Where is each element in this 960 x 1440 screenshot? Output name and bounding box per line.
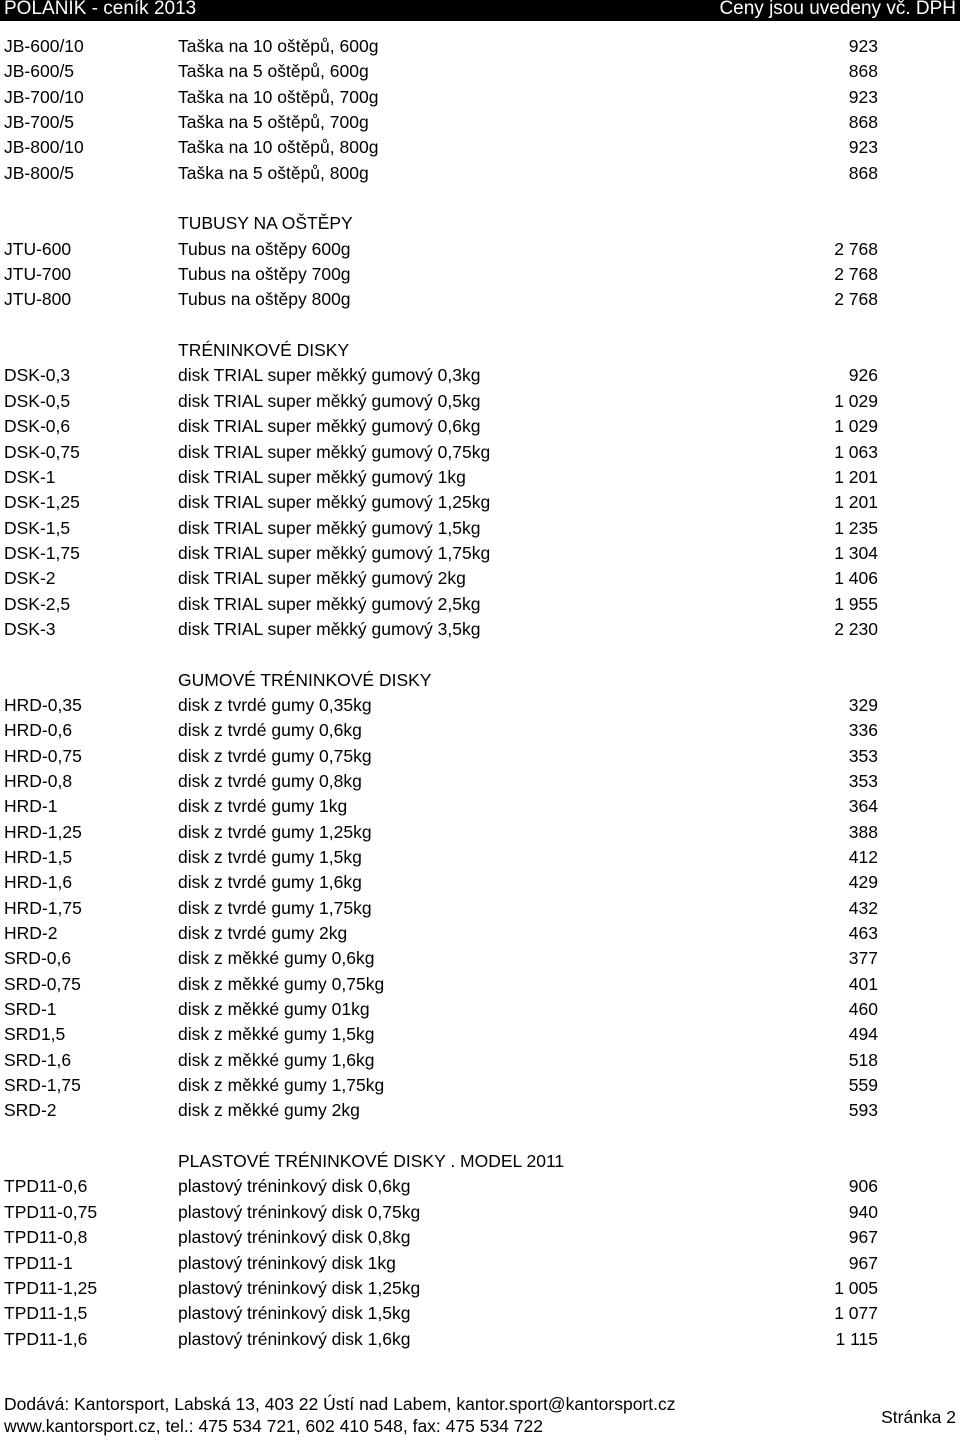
product-code: TPD11-0,75 <box>4 1201 98 1222</box>
header-price-note: Ceny jsou uvedeny vč. DPH <box>719 0 956 19</box>
section-title: PLASTOVÉ TRÉNINKOVÉ DISKY . MODEL 2011 <box>178 1151 565 1172</box>
product-price: 336 <box>848 720 878 741</box>
table-row <box>0 110 960 135</box>
product-description: disk z tvrdé gumy 0,35kg <box>178 694 372 715</box>
product-price: 2 768 <box>834 238 878 259</box>
product-description: disk TRIAL super měkký gumový 1,75kg <box>178 542 491 563</box>
table-row <box>0 794 960 819</box>
product-price: 906 <box>848 1176 878 1197</box>
table-row <box>0 617 960 642</box>
product-code: TPD11-1,25 <box>4 1277 98 1298</box>
table-row <box>0 59 960 84</box>
product-description: Taška na 10 oštěpů, 600g <box>178 36 379 56</box>
product-description: disk TRIAL super měkký gumový 1kg <box>178 466 466 487</box>
table-row <box>0 592 960 617</box>
product-price: 1 304 <box>834 542 878 563</box>
product-description: disk z tvrdé gumy 1kg <box>178 796 348 817</box>
table-row <box>0 1022 960 1047</box>
product-price: 923 <box>848 137 878 158</box>
product-description: plastový tréninkový disk 1kg <box>178 1252 396 1273</box>
table-row <box>0 1073 960 1098</box>
table-row <box>0 262 960 287</box>
section-heading <box>0 338 960 363</box>
product-price: 1 235 <box>834 517 878 538</box>
header-title: POLANIK - ceník 2013 <box>4 0 197 19</box>
product-price: 1 029 <box>834 416 878 437</box>
product-description: disk z tvrdé gumy 0,8kg <box>178 770 362 791</box>
product-price: 868 <box>848 61 878 82</box>
table-row <box>0 287 960 312</box>
product-description: disk TRIAL super měkký gumový 3,5kg <box>178 618 481 639</box>
product-price: 1 955 <box>834 593 878 614</box>
product-code: DSK-1,25 <box>4 492 80 513</box>
product-description: disk z měkké gumy 0,75kg <box>178 973 385 994</box>
table-row <box>0 490 960 515</box>
table-row <box>0 744 960 769</box>
product-code: DSK-2,5 <box>4 593 71 614</box>
product-price: 926 <box>848 365 878 386</box>
product-price: 923 <box>848 86 878 107</box>
product-code: JB-700/10 <box>4 86 84 107</box>
product-description: Taška na 5 oštěpů, 800g <box>178 162 369 183</box>
product-code: SRD-0,75 <box>4 973 81 994</box>
price-list <box>0 34 960 1352</box>
product-description: Taška na 5 oštěpů, 600g <box>178 61 369 82</box>
product-code: DSK-0,75 <box>4 441 80 462</box>
product-description: disk z tvrdé gumy 1,6kg <box>178 872 362 893</box>
table-row <box>0 1098 960 1123</box>
section-title: TRÉNINKOVÉ DISKY <box>178 340 350 361</box>
table-row <box>0 363 960 388</box>
product-code: SRD1,5 <box>4 1024 66 1045</box>
product-description: plastový tréninkový disk 1,6kg <box>178 1328 411 1349</box>
table-row <box>0 389 960 414</box>
product-price: 377 <box>848 948 878 969</box>
product-code: SRD-0,6 <box>4 948 72 969</box>
product-price: 2 230 <box>834 618 878 639</box>
product-description: disk z měkké gumy 1,75kg <box>178 1075 385 1096</box>
product-description: disk z tvrdé gumy 1,25kg <box>178 821 372 842</box>
product-code: HRD-1 <box>4 796 58 817</box>
product-code: HRD-1,6 <box>4 872 73 893</box>
supplier-contacts: www.kantorsport.cz, tel.: 475 534 721, 602 410 548, fax: 475 534 722 <box>4 1416 543 1436</box>
table-row <box>0 1251 960 1276</box>
product-code: HRD-1,5 <box>4 847 73 867</box>
table-row <box>0 946 960 971</box>
product-code: SRD-1,6 <box>4 1049 72 1070</box>
section-spacer <box>0 186 960 211</box>
table-row <box>0 516 960 541</box>
product-description: disk z měkké gumy 1,6kg <box>178 1049 375 1070</box>
product-code: TPD11-0,6 <box>4 1176 88 1197</box>
product-price: 432 <box>848 897 878 918</box>
product-code: SRD-1 <box>4 999 57 1020</box>
product-price: 593 <box>848 1100 878 1121</box>
product-description: disk z tvrdé gumy 1,75kg <box>178 897 372 918</box>
product-price: 1 201 <box>834 466 878 487</box>
product-code: JTU-600 <box>4 238 72 259</box>
table-row <box>0 85 960 110</box>
product-code: JB-800/10 <box>4 137 84 158</box>
table-row <box>0 921 960 946</box>
product-description: disk TRIAL super měkký gumový 0,6kg <box>178 416 481 437</box>
product-price: 1 077 <box>834 1303 878 1324</box>
product-description: disk z měkké gumy 01kg <box>178 999 370 1020</box>
table-row <box>0 1048 960 1073</box>
product-price: 2 768 <box>834 289 878 310</box>
supplier-info: Dodává: Kantorsport, Labská 13, 403 22 Ústí nad Labem, kantor.sport@kantorsport.cz <box>4 1394 676 1414</box>
product-description: disk TRIAL super měkký gumový 0,75kg <box>178 441 491 462</box>
section-heading <box>0 668 960 693</box>
table-row <box>0 1301 960 1326</box>
table-row <box>0 161 960 186</box>
section-spacer <box>0 642 960 667</box>
product-description: disk TRIAL super měkký gumový 0,3kg <box>178 365 481 386</box>
product-price: 463 <box>848 923 878 944</box>
product-price: 1 406 <box>834 568 878 589</box>
product-price: 923 <box>848 36 878 56</box>
product-price: 2 768 <box>834 264 878 285</box>
product-code: DSK-1,75 <box>4 542 80 563</box>
table-row <box>0 1327 960 1352</box>
product-description: Taška na 5 oštěpů, 700g <box>178 112 369 133</box>
product-price: 940 <box>848 1201 878 1222</box>
product-code: SRD-1,75 <box>4 1075 81 1096</box>
table-row <box>0 541 960 566</box>
table-row <box>0 718 960 743</box>
table-row <box>0 237 960 262</box>
table-row <box>0 440 960 465</box>
product-price: 868 <box>848 112 878 133</box>
product-price: 388 <box>848 821 878 842</box>
table-row <box>0 465 960 490</box>
product-code: DSK-1,5 <box>4 517 71 538</box>
product-description: disk TRIAL super měkký gumový 1,25kg <box>178 492 491 513</box>
product-description: disk z tvrdé gumy 1,5kg <box>178 847 362 867</box>
product-code: SRD-2 <box>4 1100 57 1121</box>
product-price: 353 <box>848 770 878 791</box>
table-row <box>0 870 960 895</box>
table-row <box>0 566 960 591</box>
product-description: Tubus na oštěpy 600g <box>178 238 351 259</box>
section-title: GUMOVÉ TRÉNINKOVÉ DISKY <box>178 669 432 690</box>
table-row <box>0 972 960 997</box>
product-code: JB-600/5 <box>4 61 75 82</box>
product-code: HRD-0,8 <box>4 770 73 791</box>
product-price: 329 <box>848 694 878 715</box>
section-heading <box>0 1149 960 1174</box>
page-number: Stránka 2 <box>881 1407 956 1427</box>
product-code: TPD11-1,5 <box>4 1303 88 1324</box>
product-description: disk z tvrdé gumy 0,6kg <box>178 720 362 741</box>
product-code: JB-800/5 <box>4 162 75 183</box>
product-description: Taška na 10 oštěpů, 800g <box>178 137 379 158</box>
product-description: plastový tréninkový disk 1,5kg <box>178 1303 411 1324</box>
product-description: disk z měkké gumy 0,6kg <box>178 948 375 969</box>
product-code: DSK-1 <box>4 466 56 487</box>
product-description: plastový tréninkový disk 0,8kg <box>178 1227 411 1248</box>
table-row <box>0 414 960 439</box>
product-description: disk TRIAL super měkký gumový 2,5kg <box>178 593 481 614</box>
table-row <box>0 1174 960 1199</box>
product-code: HRD-0,75 <box>4 745 82 766</box>
table-row <box>0 1200 960 1225</box>
product-description: disk z tvrdé gumy 2kg <box>178 923 348 944</box>
section-heading <box>0 211 960 236</box>
product-code: HRD-0,35 <box>4 694 82 715</box>
table-row <box>0 693 960 718</box>
product-description: plastový tréninkový disk 0,6kg <box>178 1176 411 1197</box>
product-description: disk TRIAL super měkký gumový 2kg <box>178 568 466 589</box>
table-row <box>0 1225 960 1250</box>
product-price: 1 201 <box>834 492 878 513</box>
product-price: 1 063 <box>834 441 878 462</box>
product-price: 1 115 <box>835 1328 878 1349</box>
product-description: disk TRIAL super měkký gumový 1,5kg <box>178 517 481 538</box>
product-description: disk TRIAL super měkký gumový 0,5kg <box>178 390 481 411</box>
table-row <box>0 845 960 870</box>
product-price: 1 029 <box>834 390 878 411</box>
product-code: JTU-800 <box>4 289 72 310</box>
product-price: 401 <box>848 973 878 994</box>
product-price: 1 005 <box>834 1277 878 1298</box>
product-code: HRD-2 <box>4 923 58 944</box>
product-description: Tubus na oštěpy 700g <box>178 264 351 285</box>
product-code: HRD-1,75 <box>4 897 82 918</box>
product-price: 494 <box>848 1024 878 1045</box>
table-row <box>0 34 960 59</box>
product-price: 868 <box>848 162 878 183</box>
product-price: 559 <box>848 1075 878 1096</box>
table-row <box>0 896 960 921</box>
section-title: TUBUSY NA OŠTĚPY <box>178 213 353 234</box>
product-description: Taška na 10 oštěpů, 700g <box>178 86 379 107</box>
product-description: plastový tréninkový disk 0,75kg <box>178 1201 421 1222</box>
product-code: TPD11-0,8 <box>4 1227 88 1248</box>
product-price: 353 <box>848 745 878 766</box>
table-row <box>0 820 960 845</box>
product-code: TPD11-1 <box>4 1252 73 1273</box>
product-code: TPD11-1,6 <box>4 1328 88 1349</box>
product-price: 518 <box>848 1049 878 1070</box>
section-spacer <box>0 1124 960 1149</box>
product-description: Tubus na oštěpy 800g <box>178 289 351 310</box>
product-code: DSK-3 <box>4 618 56 639</box>
product-price: 967 <box>848 1227 878 1248</box>
product-code: DSK-0,5 <box>4 390 71 411</box>
page-header <box>0 0 960 21</box>
product-code: DSK-2 <box>4 568 56 589</box>
product-description: disk z měkké gumy 1,5kg <box>178 1024 375 1045</box>
table-row <box>0 769 960 794</box>
product-price: 460 <box>848 999 878 1020</box>
product-code: HRD-0,6 <box>4 720 73 741</box>
product-price: 967 <box>848 1252 878 1273</box>
product-description: plastový tréninkový disk 1,25kg <box>178 1277 421 1298</box>
product-code: JB-600/10 <box>4 36 84 56</box>
product-description: disk z tvrdé gumy 0,75kg <box>178 745 372 766</box>
product-code: JTU-700 <box>4 264 72 285</box>
section-spacer <box>0 313 960 338</box>
product-price: 429 <box>848 872 878 893</box>
product-code: DSK-0,3 <box>4 365 71 386</box>
product-code: DSK-0,6 <box>4 416 71 437</box>
page-footer <box>0 1394 960 1440</box>
table-row <box>0 1276 960 1301</box>
table-row <box>0 135 960 160</box>
product-code: HRD-1,25 <box>4 821 82 842</box>
product-code: JB-700/5 <box>4 112 75 133</box>
product-price: 412 <box>848 847 878 867</box>
product-price: 364 <box>848 796 878 817</box>
table-row <box>0 997 960 1022</box>
product-description: disk z měkké gumy 2kg <box>178 1100 360 1121</box>
